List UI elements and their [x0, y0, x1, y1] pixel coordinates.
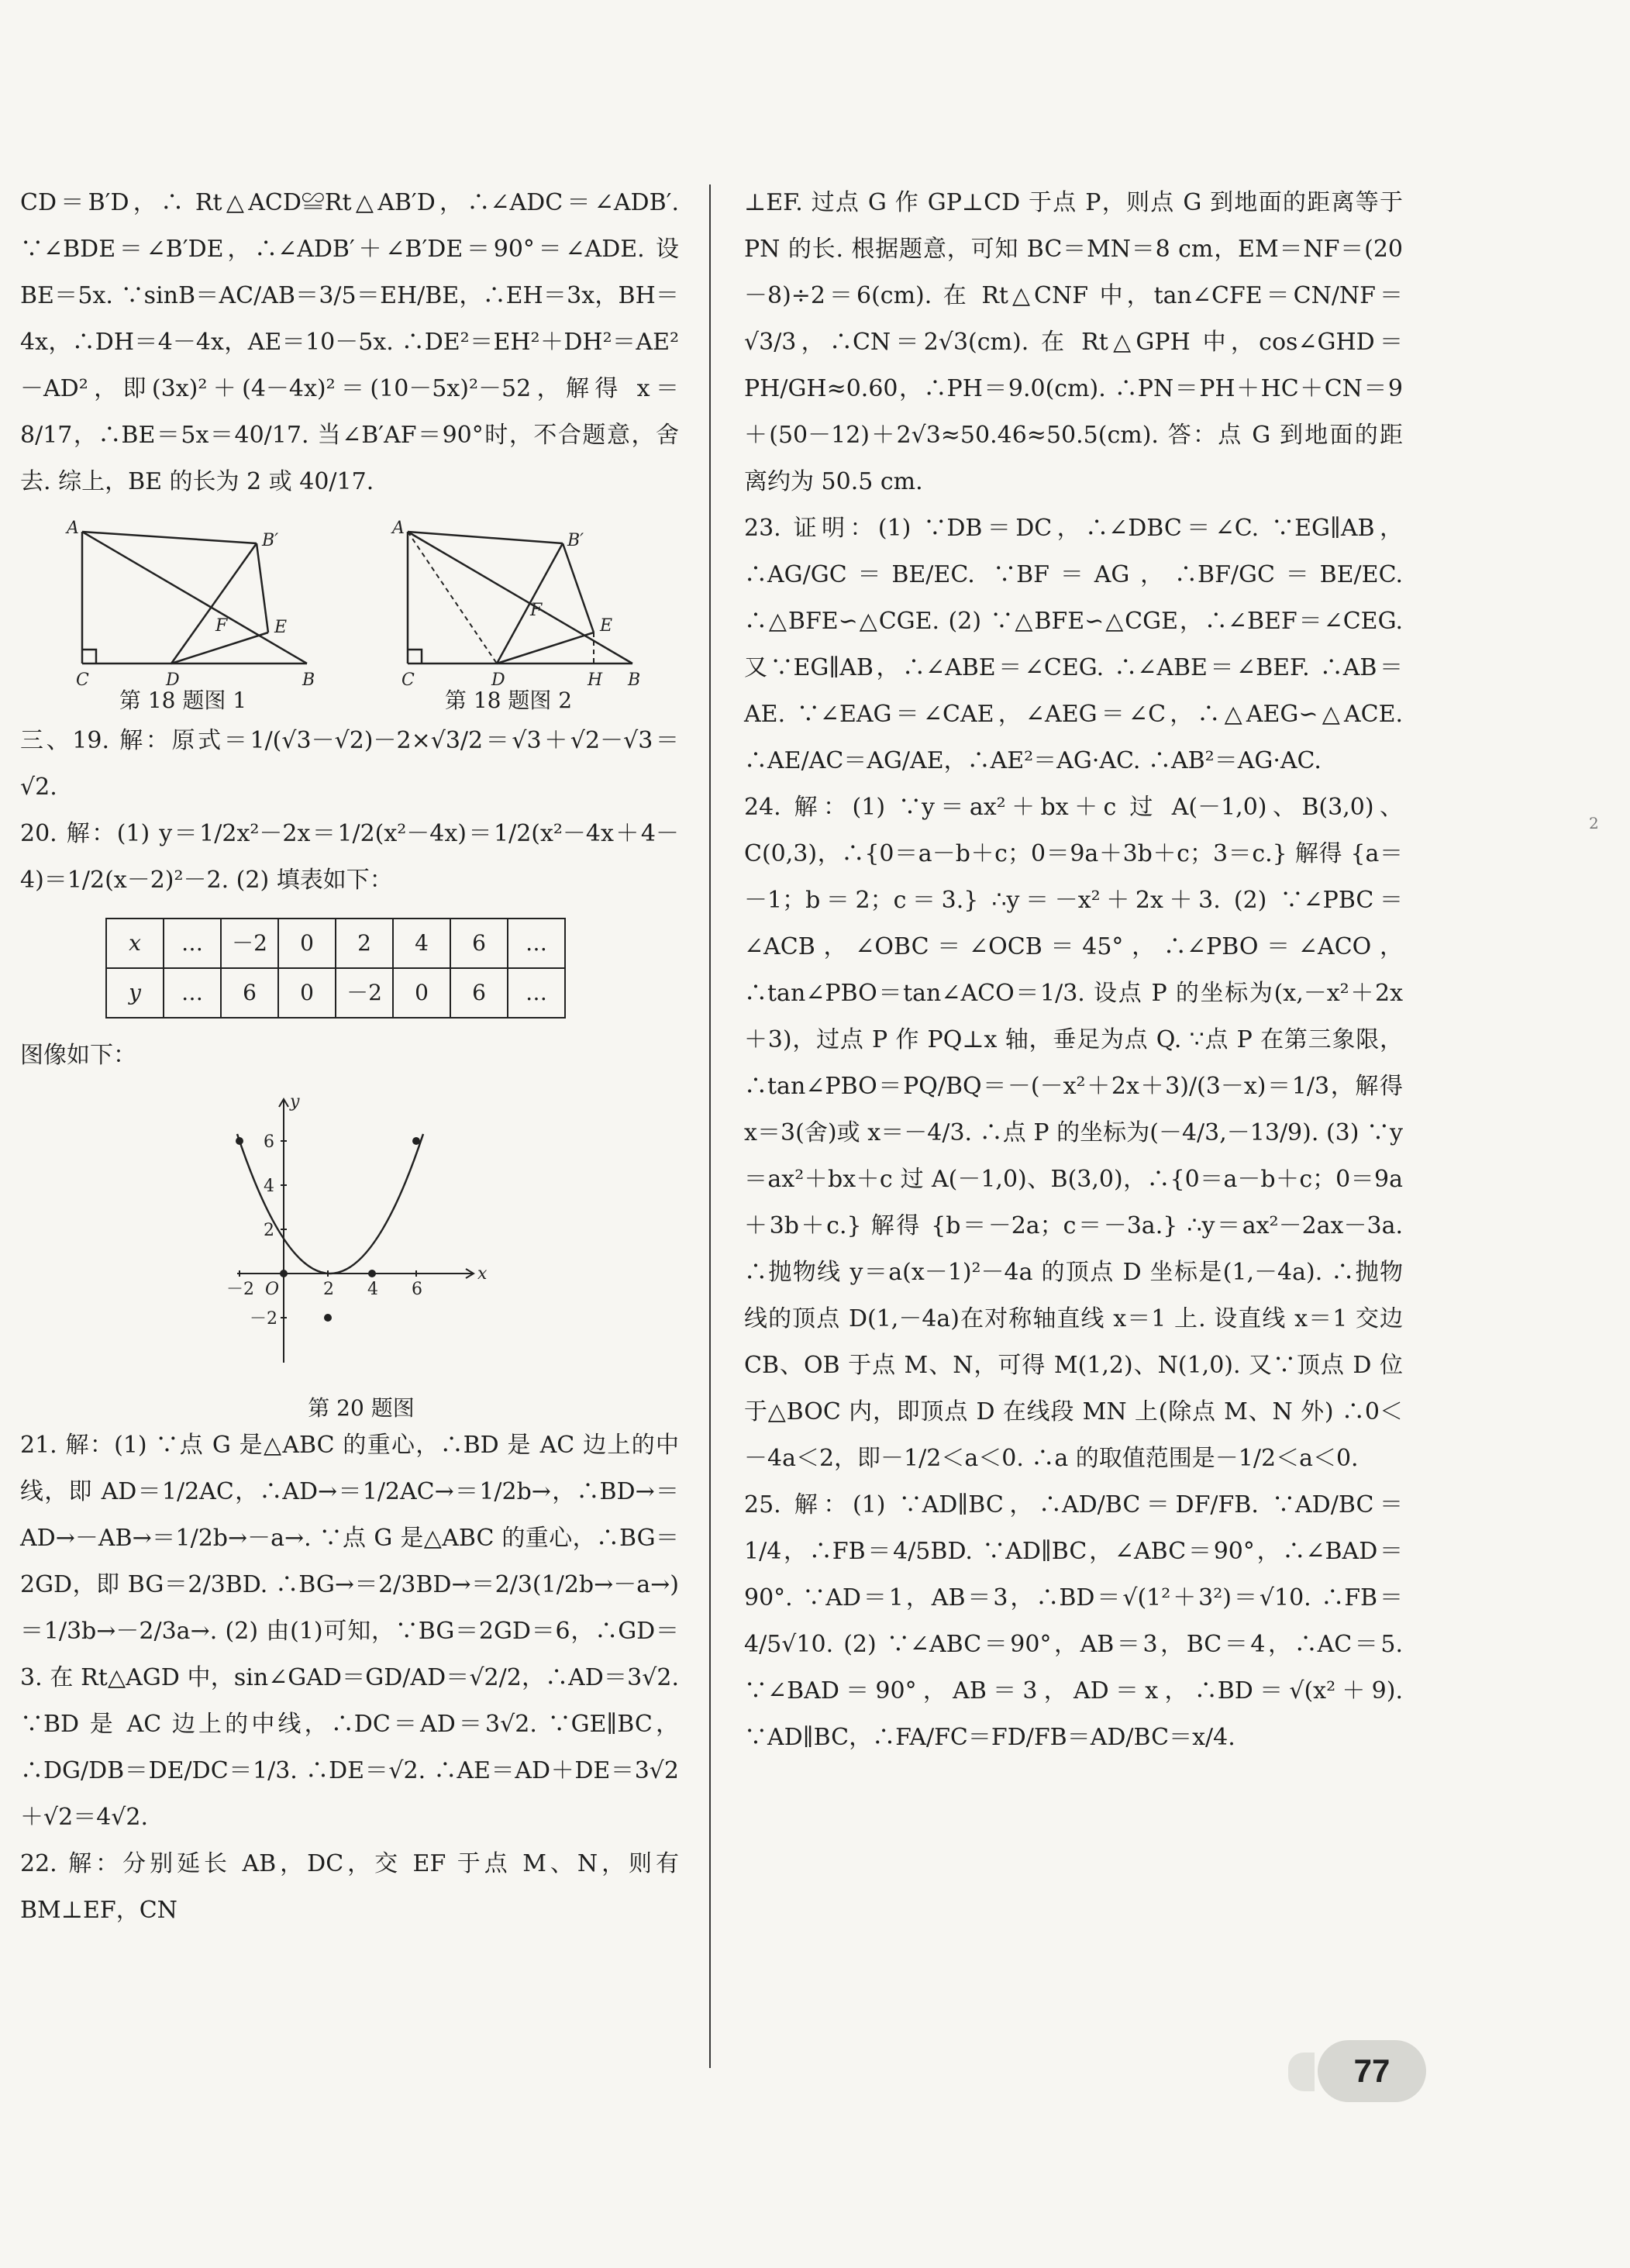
value-table	[105, 918, 566, 1019]
table-cell: 4	[393, 919, 450, 968]
right-column	[744, 180, 1403, 1761]
figure-18-1-caption: 第 18 题图 1	[119, 688, 247, 713]
label-B: B	[628, 670, 641, 687]
label-E: E	[600, 616, 613, 636]
graph-caption: 第 20 题图	[308, 1395, 415, 1421]
tick-label: 6	[412, 1280, 422, 1299]
label-A: A	[67, 519, 79, 538]
figure-18-group	[20, 516, 679, 718]
axis-label-x: x	[477, 1264, 488, 1284]
tick-label: 2	[264, 1221, 274, 1240]
table-cell: －2	[221, 919, 278, 968]
table-row-x	[106, 919, 565, 968]
label-D: D	[491, 670, 505, 687]
table-cell: …	[508, 968, 565, 1018]
table-cell: 6	[221, 968, 278, 1018]
table-cell: 0	[393, 968, 450, 1018]
axis-label-y: y	[290, 1092, 300, 1112]
left-column	[20, 180, 679, 1934]
table-cell: 0	[278, 968, 336, 1018]
table-cell: 6	[450, 968, 508, 1018]
figure-18-2	[361, 516, 656, 715]
table-cell: …	[164, 968, 221, 1018]
tick-label: －2	[226, 1280, 254, 1299]
table-cell: …	[508, 919, 565, 968]
figure-18-1	[36, 516, 330, 715]
label-B: B	[302, 670, 315, 687]
label-A: A	[392, 519, 405, 538]
tick-label: 6	[264, 1132, 274, 1152]
figure-18-2-diagram	[361, 516, 656, 687]
label-F: F	[215, 616, 228, 636]
solution-22-continued: ⊥EF. 过点 G 作 GP⊥CD 于点 P，则点 G 到地面的距离等于 PN 的长. 根据题意，可知 BC＝MN＝8 cm，EM＝NF＝(20－8)÷2＝6(cm). 在 Rt△CNF 中，tan∠CFE＝CN/NF＝√3/3，∴CN＝2√3(cm). 在 Rt△GPH 中，cos∠GHD＝PH/GH≈0.60，∴PH＝9.0(cm). ∴PN＝PH＋HC＋CN＝9＋(50－12)＋2√3≈50.46≈50.5(cm). 答：点 G 到地面的距离约为 50.5 cm.	[744, 189, 1403, 495]
label-B-prime: B′	[567, 531, 584, 550]
graph-intro: 图像如下：	[20, 1042, 136, 1069]
label-B-prime: B′	[262, 531, 279, 550]
table-row-y	[106, 968, 565, 1018]
label-C: C	[401, 670, 415, 687]
label-D: D	[166, 670, 180, 687]
table-cell: 6	[450, 919, 508, 968]
tick-label: 2	[323, 1280, 334, 1299]
solution-18-continued: CD＝B′D，∴ Rt△ACD≌Rt△AB′D，∴∠ADC＝∠ADB′. ∵∠BDE＝∠B′DE，∴∠ADB′＋∠B′DE＝90°＝∠ADE. 设 BE＝5x. ∵sinB＝AC/AB＝3/5＝EH/BE，∴EH＝3x，BH＝4x，∴DH＝4－4x，AE＝10－5x. ∴DE²＝EH²＋DH²＝AE²－AD²，即(3x)²＋(4－4x)²＝(10－5x)²－52，解得 x＝8/17，∴BE＝5x＝40/17. 当∠B′AF＝90°时，不合题意，舍去. 综上，BE 的长为 2 或 40/17.	[20, 189, 679, 495]
tick-label: 4	[367, 1280, 378, 1299]
table-cell: x	[106, 919, 164, 968]
table-cell: 0	[278, 919, 336, 968]
label-F: F	[530, 601, 543, 620]
solution-22: 22. 解：分别延长 AB，DC，交 EF 于点 M、N，则有 BM⊥EF，CN	[20, 1850, 679, 1924]
tick-label: 4	[264, 1177, 274, 1196]
solution-19: 三、19. 解：原式＝1/(√3－√2)－2×√3/2＝√3＋√2－√3＝√2.	[20, 727, 679, 801]
solution-23: 23. 证明：(1) ∵DB＝DC，∴∠DBC＝∠C. ∵EG∥AB，∴AG/GC＝BE/EC. ∵BF＝AG，∴BF/GC＝BE/EC. ∴△BFE∽△CGE. (2) ∵△BFE∽△CGE，∴∠BEF＝∠CEG. 又∵EG∥AB，∴∠ABE＝∠CEG. ∴∠ABE＝∠BEF. ∴AB＝AE. ∵∠EAG＝∠CAE，∠AEG＝∠C，∴△AEG∽△ACE. ∴AE/AC＝AG/AE，∴AE²＝AG·AC. ∴AB²＝AG·AC.	[744, 515, 1403, 774]
label-C: C	[76, 670, 89, 687]
parabola-graph	[214, 1084, 508, 1378]
tick-label: －2	[250, 1309, 277, 1329]
solution-25: 25. 解：(1) ∵AD∥BC，∴AD/BC＝DF/FB. ∵AD/BC＝1/4，∴FB＝4/5BD. ∵AD∥BC，∠ABC＝90°，∴∠BAD＝90°. ∵AD＝1，AB＝3，∴BD＝√(1²＋3²)＝√10. ∴FB＝4/5√10. (2) ∵∠ABC＝90°，AB＝3，BC＝4，∴AC＝5. ∵∠BAD＝90°，AB＝3，AD＝x，∴BD＝√(x²＋9). ∵AD∥BC，∴FA/FC＝FD/FB＝AD/BC＝x/4.	[744, 1491, 1403, 1751]
parabola-graph-wrap	[214, 1084, 508, 1422]
table-cell: y	[106, 968, 164, 1018]
label-E: E	[274, 618, 288, 637]
margin-mark: 2	[1589, 814, 1599, 832]
label-H: H	[588, 670, 603, 687]
solution-20: 20. 解：(1) y＝1/2x²－2x＝1/2(x²－4x)＝1/2(x²－4x＋4－4)＝1/2(x－2)²－2. (2) 填表如下：	[20, 820, 679, 894]
solution-21: 21. 解：(1) ∵点 G 是△ABC 的重心，∴BD 是 AC 边上的中线，即 AD＝1/2AC，∴AD→＝1/2AC→＝1/2b→，∴BD→＝AD→－AB→＝1/2b→－a→. ∵点 G 是△ABC 的重心，∴BG＝2GD，即 BG＝2/3BD. ∴BG→＝2/3BD→＝2/3(1/2b→－a→)＝1/3b→－2/3a→. (2) 由(1)可知，∵BG＝2GD＝6，∴GD＝3. 在 Rt△AGD 中，sin∠GAD＝GD/AD＝√2/2，∴AD＝3√2. ∵BD 是 AC 边上的中线，∴DC＝AD＝3√2. ∵GE∥BC，∴DG/DB＝DE/DC＝1/3. ∴DE＝√2. ∴AE＝AD＋DE＝3√2＋√2＝4√2.	[20, 1432, 679, 1831]
value-table-wrap	[105, 918, 679, 1019]
table-cell: 2	[336, 919, 393, 968]
table-cell: …	[164, 919, 221, 968]
solution-24: 24. 解：(1) ∵y＝ax²＋bx＋c 过 A(－1,0)、B(3,0)、C(0,3)，∴{0＝a－b＋c；0＝9a＋3b＋c；3＝c.} 解得 {a＝－1；b＝2；c＝3.} ∴y＝－x²＋2x＋3. (2) ∵∠PBC＝∠ACB，∠OBC＝∠OCB＝45°，∴∠PBO＝∠ACO，∴tan∠PBO＝tan∠ACO＝1/3. 设点 P 的坐标为(x,－x²＋2x＋3)，过点 P 作 PQ⊥x 轴，垂足为点 Q. ∵点 P 在第三象限，∴tan∠PBO＝PQ/BQ＝－(－x²＋2x＋3)/(3－x)＝1/3，解得 x＝3(舍)或 x＝－4/3. ∴点 P 的坐标为(－4/3,－13/9). (3) ∵y＝ax²＋bx＋c 过 A(－1,0)、B(3,0)，∴{0＝a－b＋c；0＝9a＋3b＋c.} 解得 {b＝－2a；c＝－3a.} ∴y＝ax²－2ax－3a. ∴抛物线 y＝a(x－1)²－4a 的顶点 D 坐标是(1,－4a). ∴抛物线的顶点 D(1,－4a)在对称轴直线 x＝1 上. 设直线 x＝1 交边 CB、OB 于点 M、N，可得 M(1,2)、N(1,0). 又∵顶点 D 位于△BOC 内，即顶点 D 在线段 MN 上(除点 M、N 外) ∴0＜－4a＜2，即－1/2＜a＜0. ∴a 的取值范围是－1/2＜a＜0.	[744, 794, 1403, 1472]
figure-18-2-caption: 第 18 题图 2	[444, 688, 573, 713]
table-cell: －2	[336, 968, 393, 1018]
page-number: 77	[1318, 2040, 1426, 2102]
origin-label: O	[265, 1280, 280, 1299]
column-divider	[709, 184, 711, 2068]
figure-18-1-diagram	[36, 516, 330, 687]
